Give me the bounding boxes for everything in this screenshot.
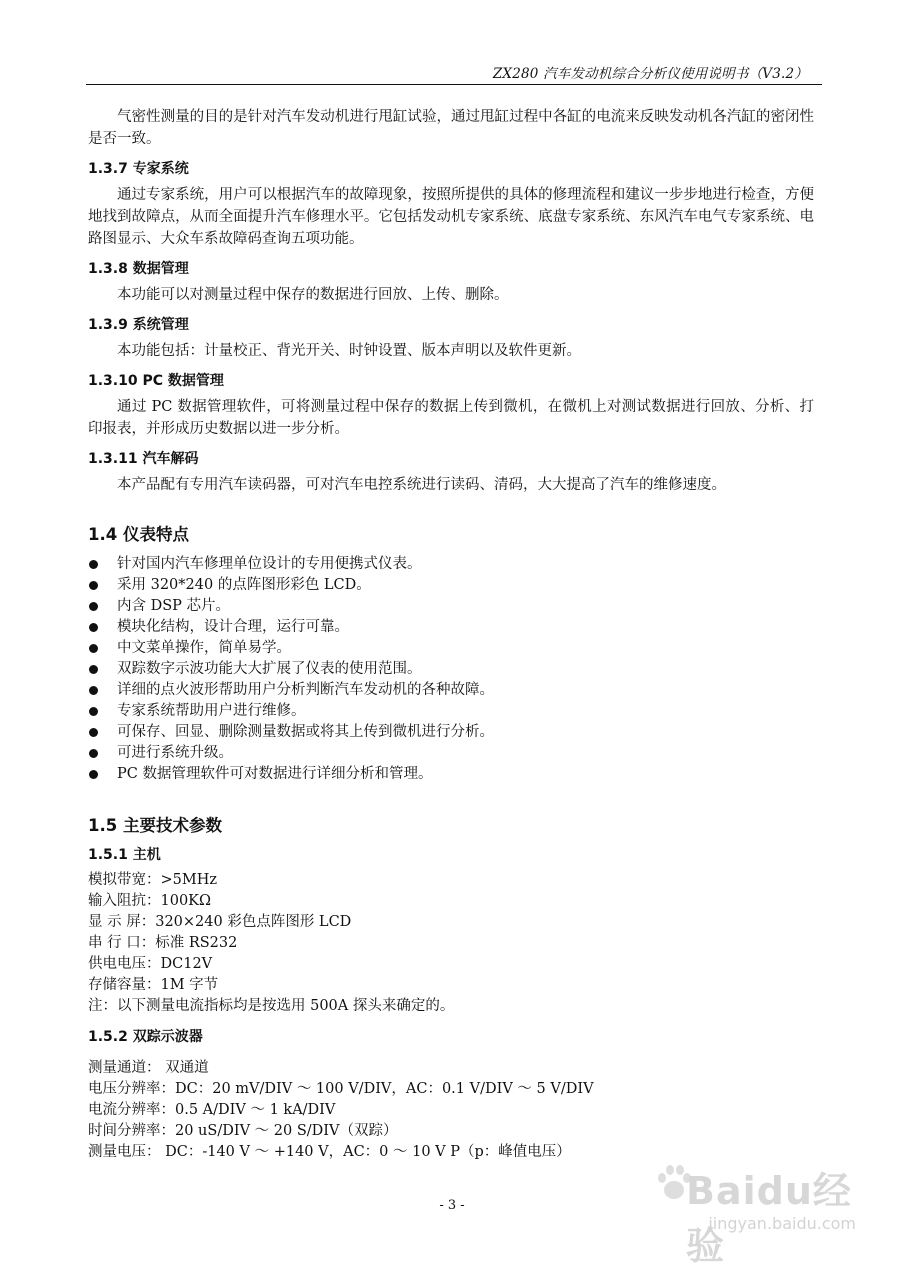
list-item — [88, 617, 814, 638]
heading-1-3-8: 1.3.8 数据管理 — [88, 261, 189, 277]
header-title: ZX280 汽车发动机综合分析仪使用说明书（V3.2） — [492, 66, 808, 82]
bullet-icon — [89, 707, 98, 716]
header-rule — [86, 84, 822, 85]
bullet-icon — [89, 623, 98, 632]
bullet-icon — [89, 560, 98, 569]
heading-1-3-7: 1.3.7 专家系统 — [88, 161, 189, 177]
list-item — [88, 701, 814, 722]
feature-text: 模块化结构，设计合理，运行可靠。 — [117, 619, 349, 635]
list-item — [88, 638, 814, 659]
bullet-icon — [89, 728, 98, 737]
watermark-brand: Baidu经验 — [686, 1169, 852, 1268]
heading-1-3-11: 1.3.11 汽车解码 — [88, 451, 199, 467]
watermark-url: jingyan.baidu.com — [708, 1214, 856, 1233]
paragraph-1-3-9: 本功能包括：计量校正、背光开关、时钟设置、版本声明以及软件更新。 — [117, 343, 581, 359]
list-item — [88, 680, 814, 701]
list-item — [88, 554, 814, 575]
feature-text: 可进行系统升级。 — [117, 745, 233, 761]
heading-1-3-10: 1.3.10 PC 数据管理 — [88, 373, 224, 389]
paragraph-1-3-8: 本功能可以对测量过程中保存的数据进行回放、上传、删除。 — [117, 287, 509, 303]
heading-1-5-2: 1.5.2 双踪示波器 — [88, 1029, 203, 1045]
heading-1-4: 1.4 仪表特点 — [88, 525, 189, 544]
feature-text: 专家系统帮助用户进行维修。 — [117, 703, 306, 719]
spec-line: 存储容量：1M 字节 — [88, 977, 219, 993]
feature-text: 双踪数字示波功能大大扩展了仪表的使用范围。 — [117, 661, 422, 677]
feature-text: 内含 DSP 芯片。 — [117, 598, 231, 614]
spec-line: 模拟带宽：>5MHz — [88, 872, 218, 888]
bullet-icon — [89, 644, 98, 653]
feature-text: 采用 320*240 的点阵图形彩色 LCD。 — [117, 577, 371, 593]
paragraph-1-3-7: 通过专家系统，用户可以根据汽车的故障现象，按照所提供的具体的修理流程和建议一步步地进行检查，方便地找到故障点，从而全面提升汽车修理水平。它包括发动机专家系统、底盘专家系统、东风汽车电气专家系统、电路图显示、大众车系故障码查询五项功能。 — [88, 187, 814, 247]
intro-paragraph: 气密性测量的目的是针对汽车发动机进行甩缸试验，通过甩缸过程中各缸的电流来反映发动机各汽缸的密闭性是否一致。 — [88, 109, 814, 147]
list-item — [88, 764, 814, 785]
spec-line: 串 行 口：标准 RS232 — [88, 935, 238, 951]
bullet-icon — [89, 602, 98, 611]
heading-1-5-1: 1.5.1 主机 — [88, 847, 161, 863]
feature-text: 可保存、回显、删除测量数据或将其上传到微机进行分析。 — [117, 724, 494, 740]
spec-line: 测量电压： DC：-140 V ～ +140 V，AC：0 ～ 10 V P（p：峰值电压） — [88, 1144, 571, 1160]
spec-line: 时间分辨率：20 uS/DIV ～ 20 S/DIV（双踪） — [88, 1123, 398, 1139]
feature-text: 中文菜单操作，简单易学。 — [117, 640, 291, 656]
baidu-watermark — [656, 1144, 856, 1268]
spec-line: 电压分辨率：DC：20 mV/DIV ～ 100 V/DIV，AC：0.1 V/DIV ～ 5 V/DIV — [88, 1081, 594, 1097]
bullet-icon — [89, 581, 98, 590]
bullet-icon — [89, 749, 98, 758]
spec-line: 显 示 屏：320×240 彩色点阵图形 LCD — [88, 914, 352, 930]
list-item — [88, 575, 814, 596]
page-content — [88, 106, 814, 1163]
bullet-icon — [89, 770, 98, 779]
list-item — [88, 722, 814, 743]
feature-list — [88, 554, 814, 785]
spec-line: 电流分辨率：0.5 A/DIV ～ 1 kA/DIV — [88, 1102, 336, 1118]
heading-1-5: 1.5 主要技术参数 — [88, 816, 222, 835]
spec-line: 输入阻抗：100KΩ — [88, 893, 212, 909]
feature-text: 针对国内汽车修理单位设计的专用便携式仪表。 — [117, 556, 422, 572]
paragraph-1-3-11: 本产品配有专用汽车读码器，可对汽车电控系统进行读码、清码，大大提高了汽车的维修速度。 — [117, 477, 726, 493]
bullet-icon — [89, 686, 98, 695]
page-number: - 3 - — [439, 1198, 465, 1213]
list-item — [88, 659, 814, 680]
list-item — [88, 596, 814, 617]
heading-1-3-9: 1.3.9 系统管理 — [88, 317, 189, 333]
spec-line: 供电电压：DC12V — [88, 956, 213, 972]
bullet-icon — [89, 665, 98, 674]
spec-line: 测量通道： 双通道 — [88, 1060, 209, 1076]
paragraph-1-3-10: 通过 PC 数据管理软件，可将测量过程中保存的数据上传到微机，在微机上对测试数据进行回放、分析、打印报表，并形成历史数据以进一步分析。 — [88, 399, 814, 437]
list-item — [88, 743, 814, 764]
feature-text: PC 数据管理软件可对数据进行详细分析和管理。 — [117, 766, 433, 782]
feature-text: 详细的点火波形帮助用户分析判断汽车发动机的各种故障。 — [117, 682, 494, 698]
spec-note: 注：以下测量电流指标均是按选用 500A 探头来确定的。 — [88, 998, 455, 1014]
